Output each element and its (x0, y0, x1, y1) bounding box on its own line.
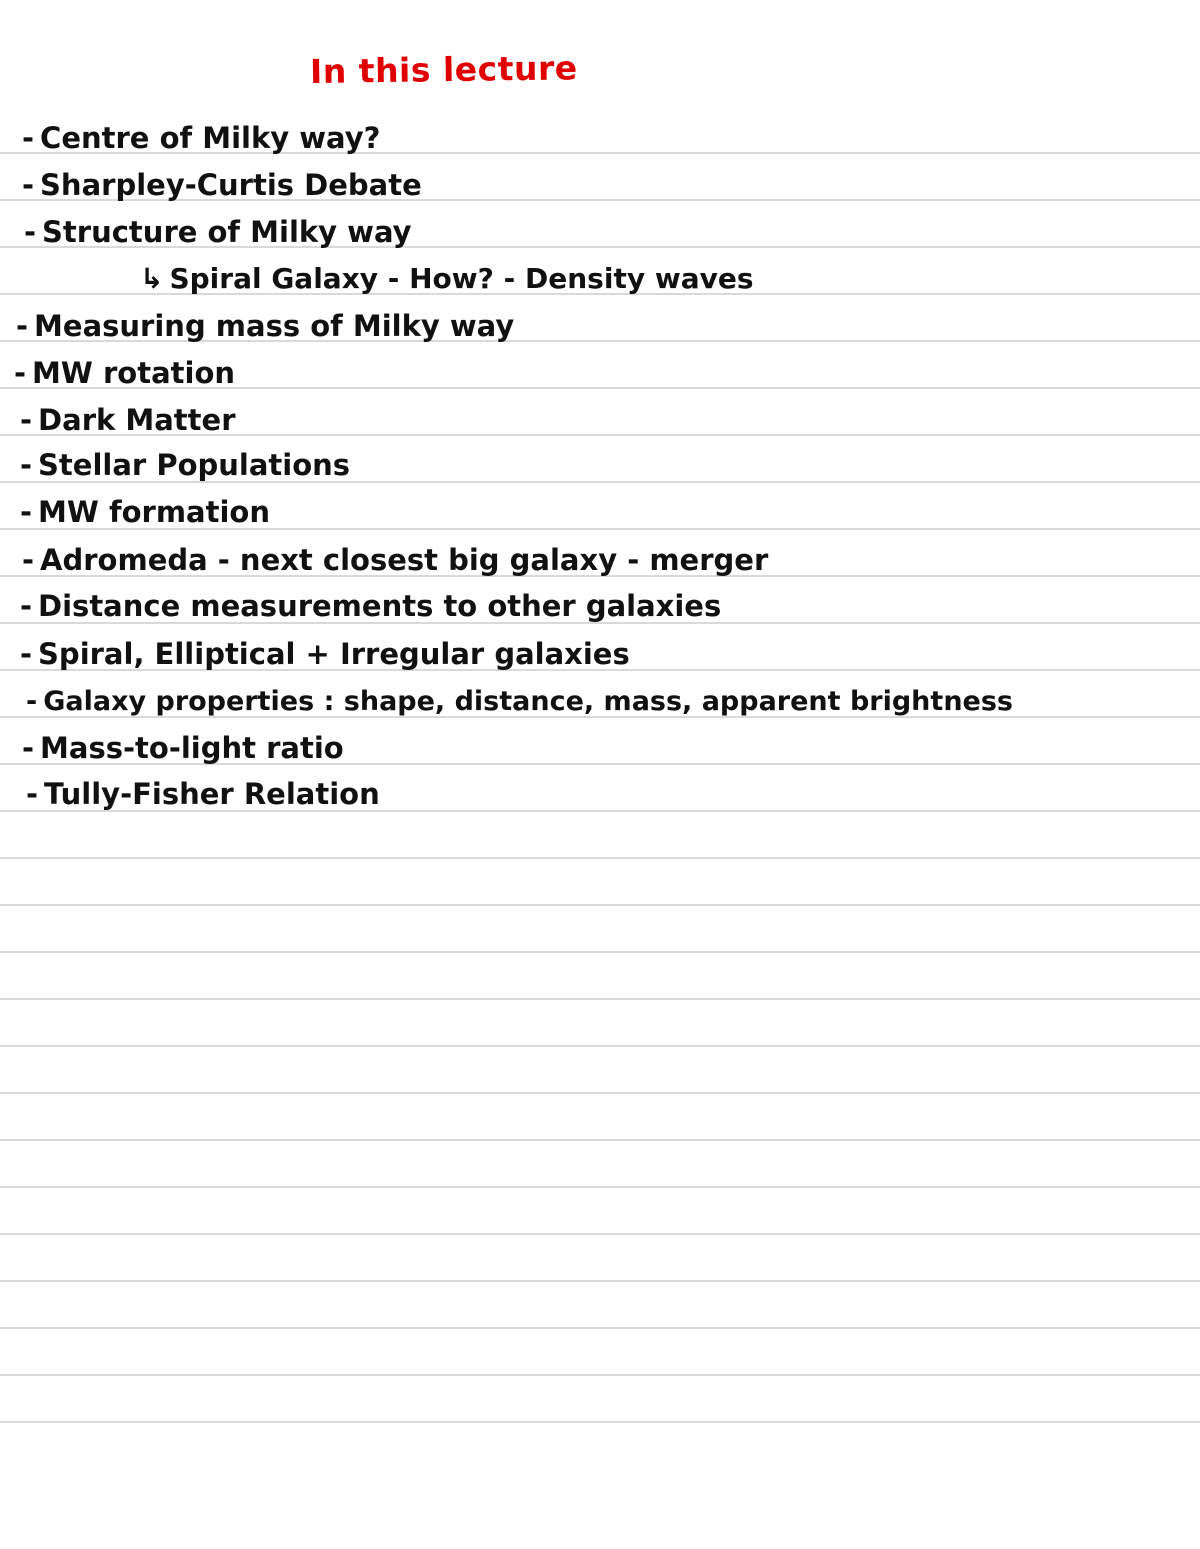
list-item (24, 215, 412, 249)
ruled-line (0, 951, 1200, 953)
list-item (22, 731, 344, 765)
bullet-dash: - (22, 168, 35, 202)
bullet-dash: - (22, 543, 35, 577)
bullet-dash: - (26, 686, 38, 717)
bullet-dash: - (20, 589, 33, 623)
list-item-text: MW formation (38, 495, 270, 529)
bullet-dash: - (20, 403, 33, 437)
bullet-dash: - (20, 637, 33, 671)
page-title: In this lecture (309, 48, 578, 91)
list-item (20, 403, 236, 437)
ruled-line (0, 857, 1200, 859)
list-item-text: MW rotation (32, 356, 236, 390)
list-item (20, 495, 270, 529)
list-item (16, 309, 515, 343)
ruled-line (0, 998, 1200, 1000)
list-item-text: Distance measurements to other galaxies (38, 589, 722, 623)
list-item (26, 777, 380, 811)
ruled-line (0, 1139, 1200, 1141)
list-item (14, 356, 236, 390)
bullet-dash: - (14, 356, 27, 390)
ruled-line (0, 1186, 1200, 1188)
list-item-text: Stellar Populations (38, 448, 351, 482)
bullet-dash: - (26, 777, 39, 811)
list-item (22, 168, 422, 202)
list-item-text: Galaxy properties : shape, distance, mass, apparent brightness (43, 686, 1013, 717)
ruled-line (0, 1092, 1200, 1094)
bullet-dash: - (20, 495, 33, 529)
list-item (20, 448, 351, 482)
list-item-text: Measuring mass of Milky way (34, 309, 515, 343)
list-sub-item (140, 262, 754, 295)
list-item-text: Mass-to-light ratio (40, 731, 344, 765)
list-item-text: Structure of Milky way (42, 215, 412, 249)
list-item-text: Spiral Galaxy - How? - Density waves (169, 262, 754, 295)
ruled-line (0, 904, 1200, 906)
list-item (20, 637, 630, 671)
list-item-text: Adromeda - next closest big galaxy - merger (40, 543, 769, 577)
bullet-dash: - (22, 121, 35, 155)
list-item (20, 589, 722, 623)
sub-arrow-icon: ↳ (140, 262, 164, 295)
list-item-text: Centre of Milky way? (40, 121, 381, 155)
ruled-line (0, 1421, 1200, 1423)
list-item-text: Tully-Fisher Relation (44, 777, 380, 811)
ruled-line (0, 1045, 1200, 1047)
list-item (26, 688, 1013, 715)
bullet-dash: - (20, 448, 33, 482)
list-item-text: Spiral, Elliptical + Irregular galaxies (38, 637, 630, 671)
list-item (22, 121, 381, 155)
ruled-line (0, 1233, 1200, 1235)
ruled-line (0, 1327, 1200, 1329)
ruled-line (0, 1280, 1200, 1282)
bullet-dash: - (22, 731, 35, 765)
ruled-line (0, 1374, 1200, 1376)
bullet-dash: - (16, 309, 29, 343)
list-item (22, 543, 769, 577)
list-item-text: Sharpley-Curtis Debate (40, 168, 422, 202)
bullet-dash: - (24, 215, 37, 249)
list-item-text: Dark Matter (38, 403, 236, 437)
